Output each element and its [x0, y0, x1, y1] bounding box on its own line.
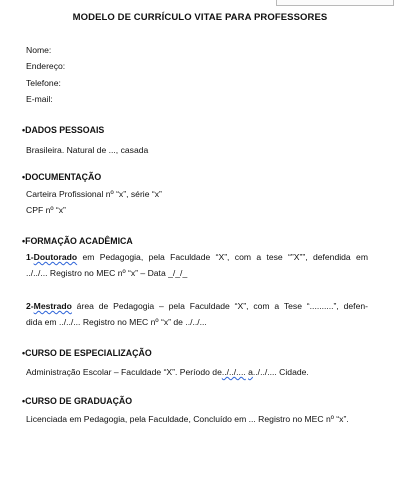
heading-text: FORMAÇÃO ACADÊMICA	[25, 236, 133, 246]
item-number: 1-	[26, 252, 34, 262]
documentacao-line-2: CPF nº “x”	[26, 205, 66, 215]
section-heading-dados-pessoais	[22, 125, 104, 135]
section-heading-graduacao	[22, 396, 132, 406]
item-2-text: área de Pedagogia – pela Faculdade “X”, com a Tese “..........”, defen-	[71, 301, 368, 311]
name-label: Nome:	[26, 45, 52, 55]
bullet-icon: •	[22, 172, 26, 182]
bullet-icon: •	[22, 396, 26, 406]
heading-text: CURSO DE ESPECIALIZAÇÃO	[25, 348, 152, 358]
dados-pessoais-text: Brasileira. Natural de ..., casada	[26, 145, 149, 155]
bullet-icon: •	[22, 236, 26, 246]
search-box[interactable]	[276, 0, 394, 6]
degree-mestrado: Mestrado	[33, 301, 72, 311]
documentacao-line-1: Carteira Profissional nº “x”, série “x”	[26, 189, 162, 199]
formacao-item-1-line-2: ../../... Registro no MEC nº “x” – Data _/_/_	[26, 268, 188, 278]
document-title: MODELO DE CURRÍCULO VITAE PARA PROFESSORES	[72, 12, 328, 23]
email-label: E-mail:	[26, 94, 53, 104]
heading-text: DOCUMENTAÇÃO	[25, 172, 102, 182]
heading-text: CURSO DE GRADUAÇÃO	[25, 396, 133, 406]
section-heading-formacao	[22, 236, 133, 246]
item-number: 2-	[26, 301, 34, 311]
bullet-icon: •	[22, 125, 26, 135]
especializacao-connector: a	[248, 367, 253, 377]
graduacao-text: Licenciada em Pedagogia, pela Faculdade, Concluído em ... Registro no MEC nº “x”.	[26, 414, 349, 424]
bullet-icon: •	[22, 348, 26, 358]
formacao-item-2-line-2: dida em ../../... Registro no MEC nº “x” de ../../...	[26, 317, 207, 327]
phone-label: Telefone:	[26, 78, 61, 88]
especializacao-text-a: Administração Escolar – Faculdade “X”. Período de	[26, 367, 222, 377]
especializacao-text	[26, 367, 309, 378]
section-heading-especializacao	[22, 348, 152, 358]
especializacao-date-start: ../../....	[221, 367, 246, 377]
section-heading-documentacao	[22, 172, 101, 182]
heading-text: DADOS PESSOAIS	[25, 125, 105, 135]
formacao-item-1-line-1	[26, 252, 368, 263]
address-label: Endereço:	[26, 61, 66, 71]
formacao-item-2-line-1	[26, 301, 368, 312]
degree-doutorado: Doutorado	[33, 252, 78, 262]
especializacao-date-end: ../../.... Cidade.	[252, 367, 309, 377]
item-1-text: em Pedagogia, pela Faculdade “X”, com a tese “”X””, defendida em	[77, 252, 368, 262]
